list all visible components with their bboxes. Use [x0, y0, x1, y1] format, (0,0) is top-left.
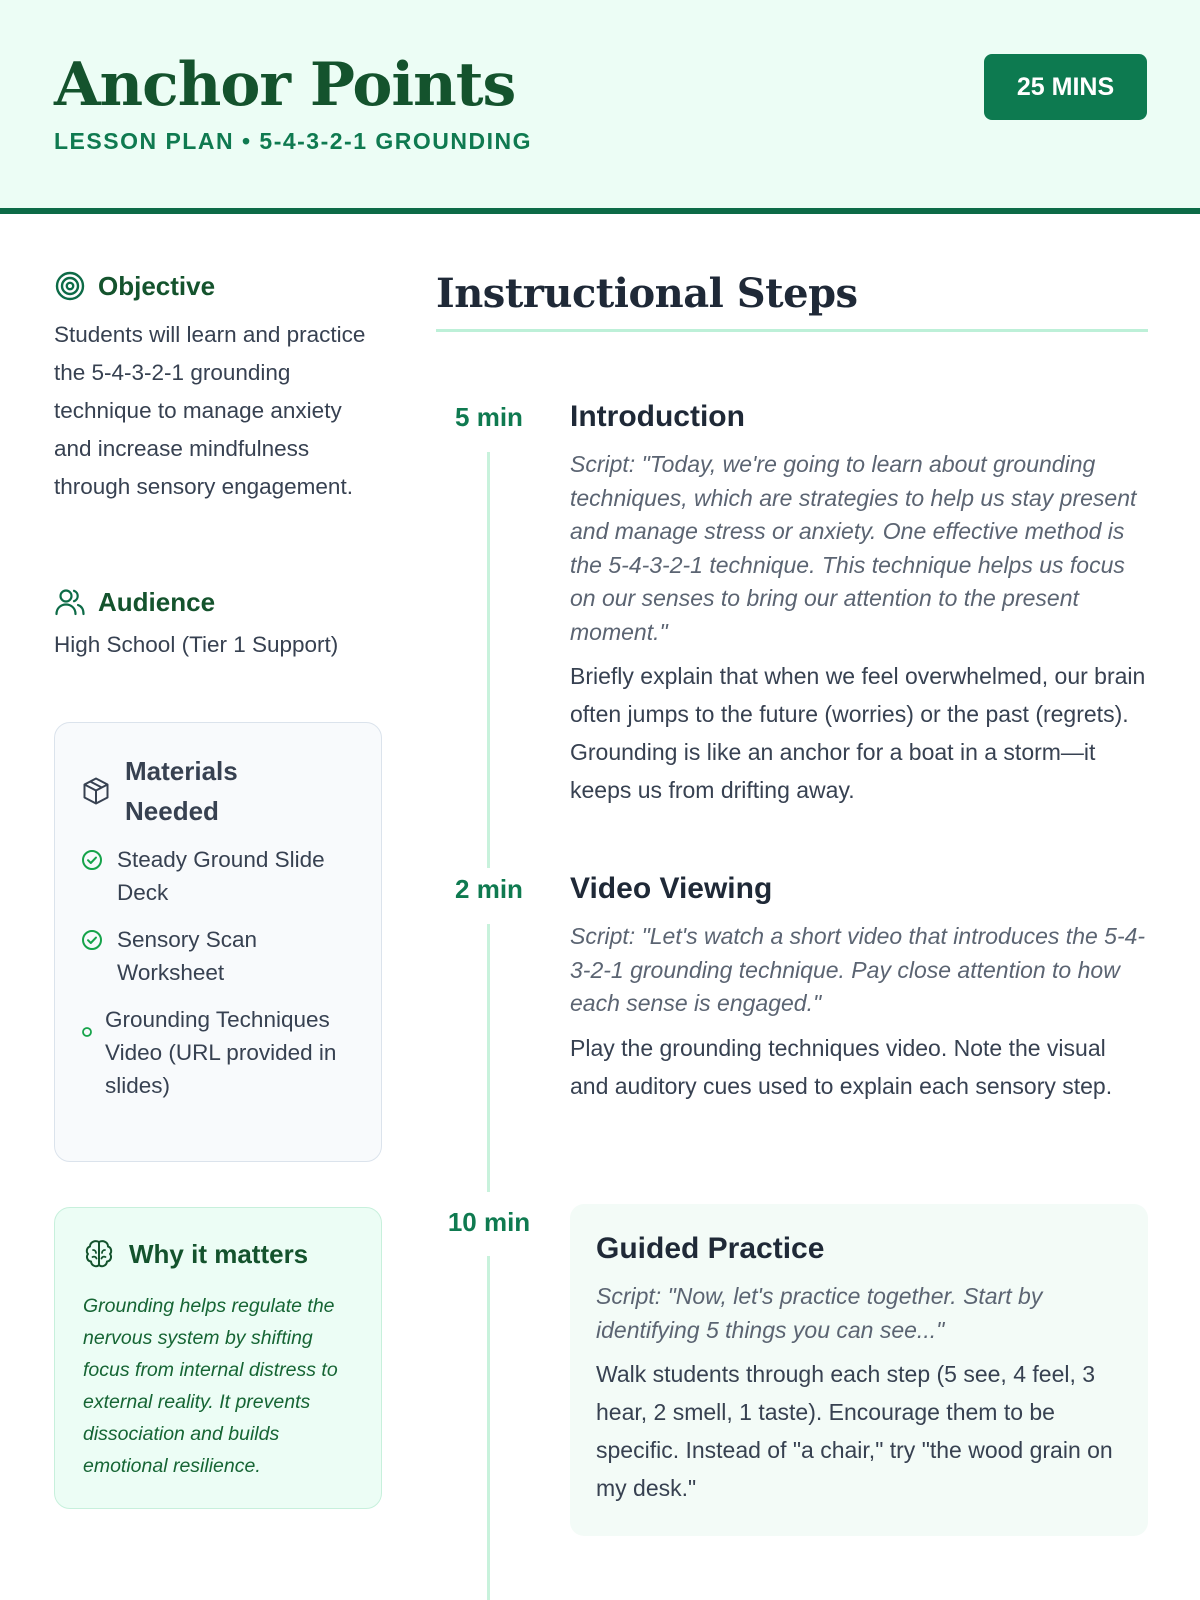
sidebar — [54, 270, 382, 1477]
step-body: Walk students through each step (5 see, 4 feel, 3 hear, 2 smell, 1 taste). Encourage them to be specific. Instead of "a chair," try "the wood grain on my desk." — [596, 1361, 1113, 1501]
timeline-line — [487, 1256, 490, 1600]
small-circle-icon — [81, 1026, 93, 1038]
check-circle-icon — [81, 849, 103, 871]
step-time: 10 min — [447, 1207, 531, 1237]
timeline-line — [487, 452, 490, 868]
step-body: Play the grounding techniques video. Note the visual and auditory cues used to explain each sensory step. — [570, 1034, 1113, 1099]
duration-badge: 25 MINS — [984, 54, 1147, 120]
materials-item — [81, 1003, 357, 1102]
why-card — [54, 1207, 382, 1509]
lesson-header — [0, 0, 1200, 214]
check-circle-icon — [81, 929, 103, 951]
materials-heading — [81, 751, 357, 831]
why-heading-label: Why it matters — [129, 1238, 309, 1269]
materials-item-label: Steady Ground Slide Deck — [117, 847, 325, 905]
page-title: Anchor Points — [54, 50, 516, 120]
objective-heading — [54, 270, 382, 302]
audience-text: High School (Tier 1 Support) — [54, 632, 339, 657]
step-script: Script: "Now, let's practice together. Start by identifying 5 things you can see..." — [596, 1283, 1043, 1343]
instructional-steps — [436, 270, 1148, 1501]
audience-section — [54, 586, 382, 664]
users-icon — [54, 586, 86, 618]
why-heading — [83, 1238, 355, 1270]
step-title: Video Viewing — [570, 872, 773, 905]
objective-text: Students will learn and practice the 5-4-3-2-1 grounding technique to manage anxiety and increase mindfulness through sensory engagement. — [54, 322, 366, 499]
materials-item-label: Grounding Techniques Video (URL provided in slides) — [105, 1007, 337, 1098]
materials-heading-label: Materials Needed — [125, 756, 238, 826]
steps-title: Instructional Steps — [436, 270, 1148, 332]
timeline-line — [487, 924, 490, 1192]
step-script: Script: "Today, we're going to learn about grounding techniques, which are strategies to help us stay present and manage stress or anxiety. One effective method is the 5-4-3-2-1 technique. This technique helps us focus on our senses to bring our attention to the present moment." — [570, 451, 1137, 645]
step-video-viewing — [570, 872, 1148, 1105]
materials-list — [81, 843, 357, 1102]
brain-icon — [83, 1238, 115, 1270]
materials-item — [81, 923, 357, 989]
step-title: Guided Practice — [596, 1232, 825, 1265]
page-subtitle: LESSON PLAN • 5-4-3-2-1 GROUNDING — [54, 128, 532, 154]
step-title: Introduction — [570, 400, 745, 433]
target-icon — [54, 270, 86, 302]
audience-heading-label: Audience — [98, 586, 216, 617]
why-text: Grounding helps regulate the nervous system by shifting focus from internal distress to external reality. It prevents dissociation and builds emotional resilience. — [83, 1295, 338, 1477]
audience-heading — [54, 586, 382, 618]
step-guided-practice — [570, 1204, 1148, 1536]
step-body: Briefly explain that when we feel overwhelmed, our brain often jumps to the future (worries) or the past (regrets). Grounding is like an anchor for a boat in a storm—it keeps us from drifting away. — [570, 663, 1146, 803]
materials-item — [81, 843, 357, 909]
step-introduction — [570, 400, 1148, 809]
objective-section — [54, 270, 382, 506]
objective-heading-label: Objective — [98, 270, 216, 301]
step-time: 5 min — [455, 402, 523, 432]
materials-card — [54, 722, 382, 1162]
step-script: Script: "Let's watch a short video that introduces the 5-4-3-2-1 grounding technique. Pay close attention to how each sense is engaged." — [570, 923, 1146, 1016]
materials-item-label: Sensory Scan Worksheet — [117, 927, 258, 985]
box-icon — [81, 776, 111, 806]
step-time: 2 min — [455, 874, 523, 904]
